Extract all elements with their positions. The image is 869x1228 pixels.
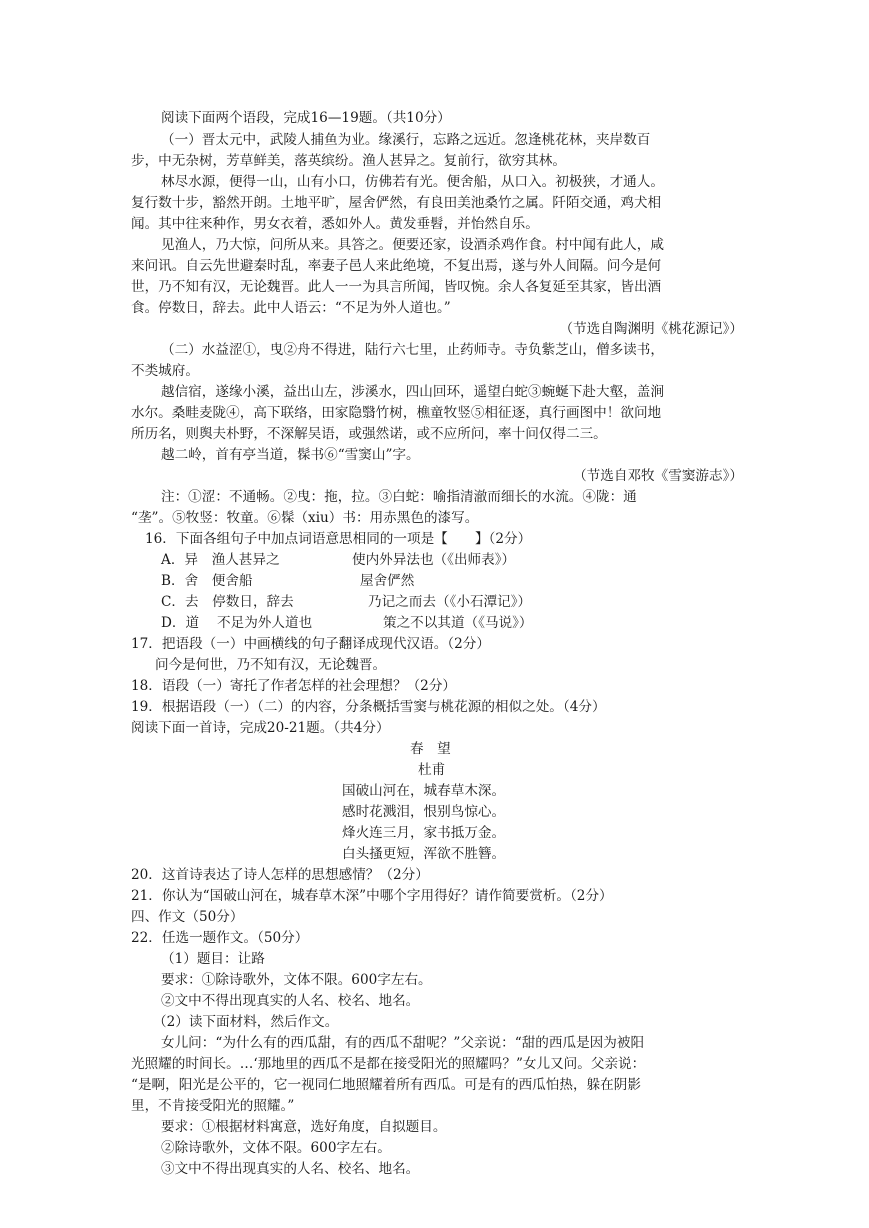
passage1-line: 复行数十步，豁然开朗。土地平旷，屋舍俨然，有良田美池桑竹之属。阡陌交通，鸡犬相 — [131, 195, 662, 211]
passage1-line: 见渔人，乃大惊，问所从来。具答之。便要还家，设酒杀鸡作食。村中闻有此人，咸 — [161, 237, 664, 253]
source-citation-2: （节选自邓牧《雪窦游志》） — [573, 468, 743, 484]
passage1-line: 闻。其中往来种作，男女衣着，悉如外人。黄发垂髫，并怡然自乐。 — [131, 216, 539, 232]
essay-option-2-requirement: 要求：①根据材料寓意，选好角度，自拟题目。 — [161, 1119, 447, 1135]
question-22: 22．任选一题作文。（50分） — [131, 930, 309, 946]
footnotes: 注：①涩：不通畅。②曳：拖，拉。③白蛇：喻指清澈而细长的水流。④陇：通 — [161, 489, 637, 505]
q16-option-a-left: A．异 渔人甚异之 — [161, 552, 280, 568]
essay-option-1-title: （1）题目：让路 — [161, 951, 265, 967]
essay-option-2-requirement: ③文中不得出现真实的人名、校名、地名。 — [161, 1161, 420, 1177]
passage1-line: 食。停数日，辞去。此中人语云：“不足为外人道也。” — [131, 300, 451, 316]
poem-line: 国破山河在，城春草木深。 — [342, 783, 506, 799]
q16-option-d-right: 策之不以其道（《马说》） — [383, 615, 533, 631]
passage2-line: （二）水益涩①，曳②舟不得进，陆行六七里，止药师寺。寺负紫芝山，僧多读书， — [161, 342, 664, 358]
q16-option-b-right: 屋舍俨然 — [360, 573, 415, 589]
passage2-line: 越二岭，首有亭当道，髹书⑥“雪窦山”字。 — [161, 447, 420, 463]
passage1-line: 林尽水源，便得一山，山有小口，仿佛若有光。便舍船，从口入。初极狭，才通人。 — [161, 174, 664, 190]
poem-line: 感时花溅泪，恨别鸟惊心。 — [342, 804, 506, 820]
question-19: 19．根据语段（一）（二）的内容，分条概括雪窦与桃花源的相似之处。（4分） — [131, 699, 606, 715]
section-4-heading: 四、作文（50分） — [131, 909, 244, 925]
q17-sentence: 问今是何世，乃不知有汉，无论魏晋。 — [155, 657, 387, 673]
poem-title: 春 望 — [410, 741, 451, 757]
source-citation-1: （节选自陶渊明《桃花源记》） — [559, 321, 743, 337]
reading-intro: 阅读下面两个语段，完成16—19题。（共10分） — [161, 110, 451, 126]
essay-option-1-requirement: ②文中不得出现真实的人名、校名、地名。 — [161, 993, 420, 1009]
essay-option-2-title: （2）读下面材料，然后作文。 — [153, 1014, 339, 1030]
q16-option-c-left: C．去 停数日，辞去 — [161, 594, 294, 610]
passage1-line: 世，乃不知有汉，无论魏晋。此人一一为具言所闻，皆叹惋。余人各复延至其家，皆出酒 — [131, 279, 662, 295]
passage1-line: （一）晋太元中，武陵人捕鱼为业。缘溪行，忘路之远近。忽逢桃花林，夹岸数百 — [161, 132, 651, 148]
poem-author: 杜甫 — [418, 762, 446, 778]
question-21: 21．你认为“国破山河在，城春草木深”中哪个字用得好？请作简要赏析。（2分） — [131, 888, 613, 904]
q16-option-a-right: 使内外异法也（《出师表》） — [352, 552, 516, 568]
poem-line: 白头搔更短，浑欲不胜簪。 — [342, 846, 506, 862]
question-20: 20．这首诗表达了诗人怎样的思想感情？（2分） — [131, 867, 429, 883]
passage1-line: 步，中无杂树，芳草鲜美，落英缤纷。渔人甚异之。复前行，欲穷其林。 — [131, 153, 566, 169]
essay-material-line: 女儿问：“为什么有的西瓜甜，有的西瓜不甜呢？”父亲说：“甜的西瓜是因为被阳 — [161, 1035, 645, 1051]
passage2-line: 越信宿，遂缘小溪，益出山左，涉溪水，四山回环，遥望白蛇③蜿蜒下赴大壑，盖涧 — [161, 384, 664, 400]
q16-option-d-left: D．道 不足为外人道也 — [161, 615, 313, 631]
passage2-line: 所历名，则舆夫朴野，不深解吴语，或强然诺，或不应所问，率十问仅得二三。 — [131, 426, 607, 442]
question-16: 16．下面各组句子中加点词语意思相同的一项是【 】（2分） — [145, 531, 532, 547]
poem-intro: 阅读下面一首诗，完成20-21题。（共4分） — [131, 720, 390, 736]
essay-material-line: “是啊，阳光是公平的，它一视同仁地照耀着所有西瓜。可是有的西瓜怕热，躲在阴影 — [131, 1077, 641, 1093]
essay-material-line: 里，不肯接受阳光的照耀。” — [131, 1098, 295, 1114]
poem-line: 烽火连三月，家书抵万金。 — [342, 825, 506, 841]
passage2-line: 水尔。桑畦麦陇④，高下联络，田家隐翳竹树，樵童牧竖⑤相征逐，真行画图中！欲问地 — [131, 405, 662, 421]
question-17: 17．把语段（一）中画横线的句子翻译成现代汉语。（2分） — [131, 636, 490, 652]
passage2-line: 不类城府。 — [131, 363, 199, 379]
q16-option-c-right: 乃记之而去（《小石潭记》） — [368, 594, 532, 610]
essay-material-line: 光照耀的时间长。…‘那地里的西瓜不是都在接受阳光的照耀吗？”女儿又问。父亲说： — [131, 1056, 646, 1072]
question-18: 18．语段（一）寄托了作者怎样的社会理想？（2分） — [131, 678, 457, 694]
essay-option-1-requirement: 要求：①除诗歌外，文体不限。600字左右。 — [161, 972, 432, 988]
passage1-line: 来问讯。自云先世避秦时乱，率妻子邑人来此绝境，不复出焉，遂与外人间隔。问今是何 — [131, 258, 662, 274]
q16-option-b-left: B．舍 便舍船 — [161, 573, 253, 589]
essay-option-2-requirement: ②除诗歌外，文体不限。600字左右。 — [161, 1140, 391, 1156]
footnotes: “垄”。⑤牧竖：牧童。⑥髹（xiu）书：用赤黑色的漆写。 — [131, 510, 479, 526]
